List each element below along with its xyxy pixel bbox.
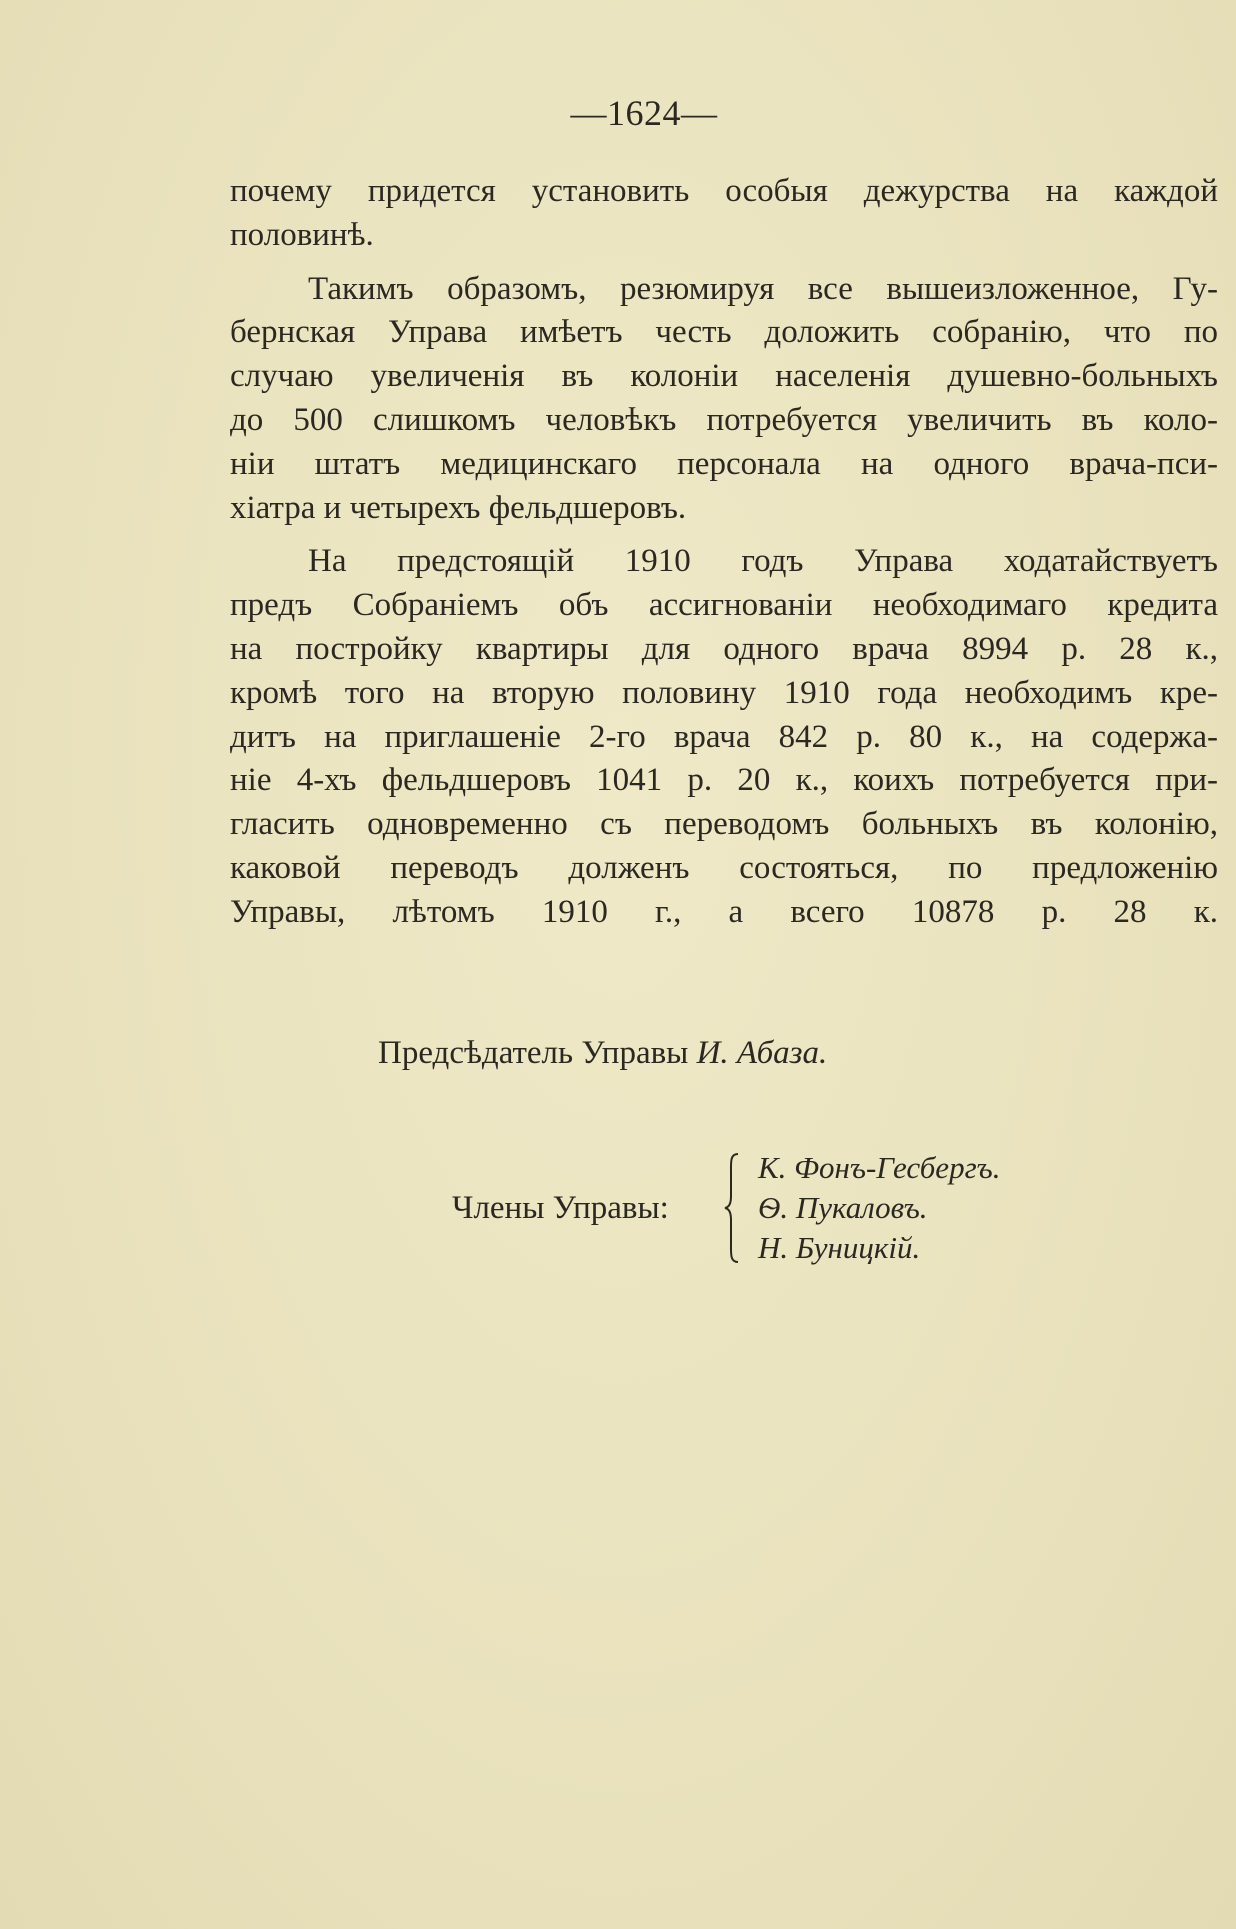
text-line: до 500 слишкомъ человѣкъ потребуется увеличить въ коло- bbox=[230, 401, 1218, 438]
paragraph-gap bbox=[230, 258, 1218, 268]
body-text bbox=[230, 170, 1218, 935]
member-name: К. Фонъ-Гесбергъ. bbox=[758, 1150, 1001, 1185]
board-members bbox=[452, 1148, 1072, 1268]
members-label: Члены Управы: bbox=[452, 1190, 669, 1226]
chairman-title: Предсѣдатель Управы bbox=[378, 1035, 697, 1071]
paragraph-gap bbox=[230, 530, 1218, 540]
text-line: ніи штатъ медицинскаго персонала на одного врача-пси- bbox=[230, 445, 1218, 482]
member-name: Н. Буницкій. bbox=[758, 1230, 921, 1265]
text-line: каковой переводъ долженъ состояться, по предложенію bbox=[230, 849, 1218, 886]
members-list bbox=[758, 1148, 1001, 1268]
text-line: дитъ на приглашеніе 2-го врача 842 р. 80 к., на содержа- bbox=[230, 718, 1218, 755]
curly-brace-icon bbox=[724, 1152, 740, 1264]
page-number: —1624— bbox=[570, 93, 718, 133]
text-line: кромѣ того на вторую половину 1910 года необходимъ кре- bbox=[230, 674, 1218, 711]
text-line: на постройку квартиры для одного врача 8994 р. 28 к., bbox=[230, 630, 1218, 667]
text-line: хіатра и четырехъ фельдшеровъ. bbox=[230, 489, 687, 526]
text-line: ніе 4-хъ фельдшеровъ 1041 р. 20 к., коихъ потребуется при- bbox=[230, 762, 1218, 799]
text-line: гласить одновременно съ переводомъ больныхъ въ колонію, bbox=[230, 806, 1218, 843]
text-line: половинѣ. bbox=[230, 216, 374, 253]
text-line: случаю увеличенія въ колоніи населенія душевно-больныхъ bbox=[230, 358, 1218, 395]
text-line: Управы, лѣтомъ 1910 г., а всего 10878 р. 28 к. bbox=[230, 893, 1218, 930]
text-line: бернская Управа имѣетъ честь доложить собранію, что по bbox=[230, 314, 1218, 351]
text-line: предъ Собраніемъ объ ассигнованіи необходимаго кредита bbox=[230, 587, 1218, 624]
chairman-signature-line bbox=[378, 1035, 827, 1072]
chairman-name: И. Абаза. bbox=[696, 1035, 828, 1071]
member-name: Ѳ. Пукаловъ. bbox=[758, 1190, 928, 1225]
text-line: На предстоящій 1910 годъ Управа ходатайствуетъ bbox=[308, 543, 1218, 580]
text-line: Такимъ образомъ, резюмируя все вышеизложенное, Гу- bbox=[308, 270, 1218, 307]
text-line: почему придется установить особыя дежурства на каждой bbox=[230, 173, 1218, 209]
